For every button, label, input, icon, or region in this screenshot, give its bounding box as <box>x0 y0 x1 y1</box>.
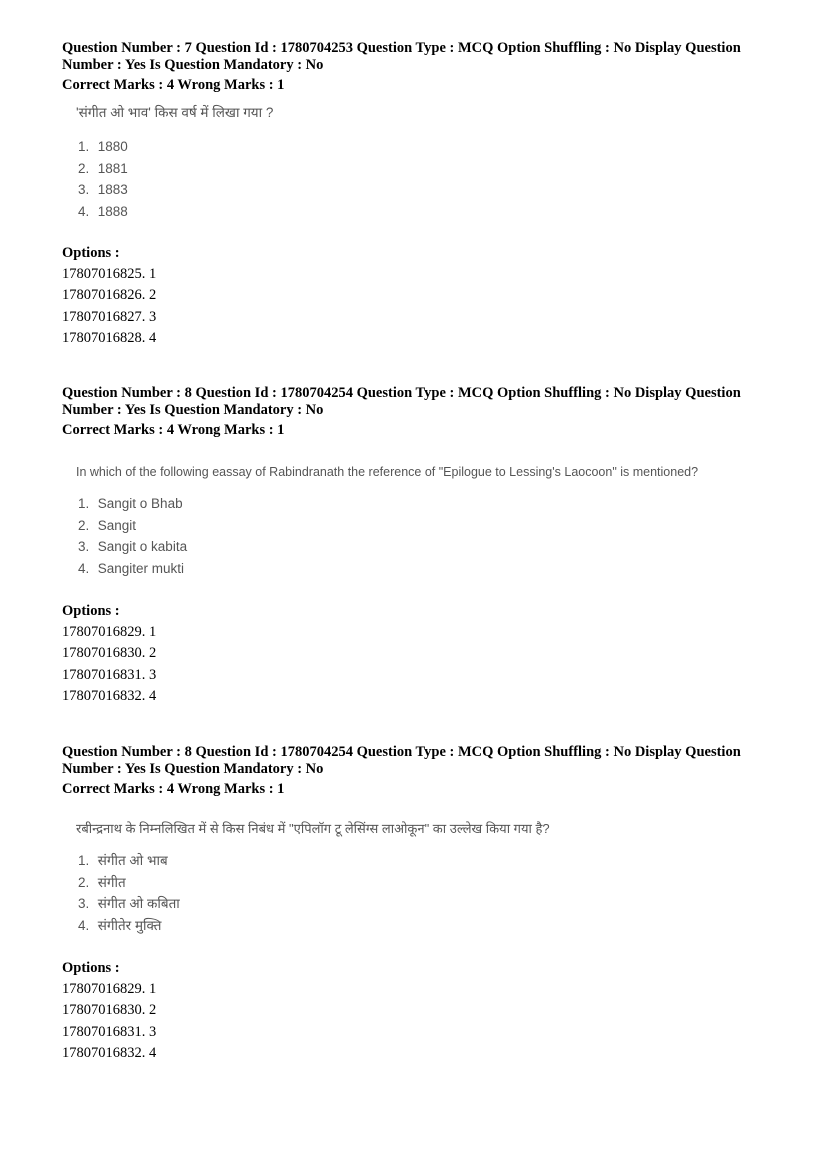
choice-item <box>78 158 802 180</box>
document-page <box>62 40 802 1065</box>
choice-item <box>78 893 802 915</box>
choice-text: 1880 <box>97 139 128 154</box>
choice-text: Sangiter mukti <box>97 560 185 576</box>
option-item: 17807016831. 3 <box>62 666 157 683</box>
choice-item <box>78 536 802 558</box>
question-block <box>62 744 802 1065</box>
options-label: Options : <box>62 245 120 261</box>
choice-text: संगीत <box>97 874 126 890</box>
question-image <box>76 820 802 936</box>
choice-text: Sangit o Bhab <box>97 496 183 511</box>
choice-list <box>76 493 802 579</box>
choice-item <box>78 179 802 201</box>
marks-line: Correct Marks : 4 Wrong Marks : 1 <box>62 422 285 438</box>
options-label: Options : <box>62 603 120 619</box>
option-item: 17807016827. 3 <box>62 308 157 325</box>
question-block <box>62 40 802 385</box>
choice-item <box>78 558 802 580</box>
choice-item <box>78 493 802 515</box>
question-image <box>76 104 802 222</box>
options-label: Options : <box>62 960 120 976</box>
option-item: 17807016832. 4 <box>62 1045 157 1062</box>
choice-text: 1881 <box>97 160 128 176</box>
option-item: 17807016829. 1 <box>62 981 157 997</box>
choice-item <box>78 201 802 223</box>
question-text: 'संगीत ओ भाव' किस वर्ष में लिखा गया ? <box>76 105 274 120</box>
choice-text: Sangit <box>97 517 137 533</box>
options-list <box>62 622 802 708</box>
option-item: 17807016830. 2 <box>62 645 157 662</box>
choice-number: 4. <box>78 917 90 933</box>
choice-item <box>78 915 802 937</box>
question-text: रबीन्द्रनाथ के निम्नलिखित में से किस निबंध में "एपिलॉग टू लेसिंग्स लाओकून" का उल्लेख किया गया है? <box>76 821 550 836</box>
question-block <box>62 385 802 744</box>
choice-number: 4. <box>78 203 90 219</box>
choice-number: 2. <box>78 874 90 890</box>
option-item: 17807016826. 2 <box>62 287 157 304</box>
option-item: 17807016831. 3 <box>62 1023 157 1040</box>
choice-number: 3. <box>78 896 90 911</box>
choice-number: 4. <box>78 560 90 576</box>
choice-item <box>78 515 802 537</box>
choice-number: 2. <box>78 517 90 533</box>
choice-text: संगीतेर मुक्ति <box>97 917 162 933</box>
choice-text: Sangit o kabita <box>97 539 188 554</box>
choice-list <box>76 850 802 936</box>
choice-number: 3. <box>78 182 90 197</box>
options-list <box>62 264 802 350</box>
choice-text: 1888 <box>97 203 128 219</box>
choice-number: 1. <box>78 853 90 868</box>
marks-line: Correct Marks : 4 Wrong Marks : 1 <box>62 77 285 93</box>
choice-text: 1883 <box>97 182 128 197</box>
choice-number: 1. <box>78 496 90 511</box>
question-header: Question Number : 8 Question Id : 1780704254 Question Type : MCQ Option Shuffling : No Display Question Number : Yes Is Question Mandatory : No <box>62 385 741 418</box>
choice-item <box>78 850 802 872</box>
question-image <box>76 463 802 579</box>
question-header: Question Number : 8 Question Id : 1780704254 Question Type : MCQ Option Shuffling : No Display Question Number : Yes Is Question Mandatory : No <box>62 744 741 777</box>
option-item: 17807016825. 1 <box>62 266 157 282</box>
option-item: 17807016829. 1 <box>62 624 157 640</box>
option-item: 17807016830. 2 <box>62 1002 157 1019</box>
choice-list <box>76 136 802 222</box>
choice-text: संगीत ओ कबिता <box>97 896 180 911</box>
choice-number: 1. <box>78 139 90 154</box>
choice-number: 2. <box>78 160 90 176</box>
choice-text: संगीत ओ भाब <box>97 853 168 868</box>
question-header: Question Number : 7 Question Id : 1780704253 Question Type : MCQ Option Shuffling : No Display Question Number : Yes Is Question Mandatory : No <box>62 40 741 73</box>
options-list <box>62 979 802 1065</box>
choice-item <box>78 872 802 894</box>
option-item: 17807016832. 4 <box>62 688 157 705</box>
question-text: In which of the following eassay of Rabindranath the reference of "Epilogue to Lessing's Laocoon" is mentioned? <box>76 465 699 479</box>
option-item: 17807016828. 4 <box>62 330 157 347</box>
marks-line: Correct Marks : 4 Wrong Marks : 1 <box>62 781 285 797</box>
choice-item <box>78 136 802 158</box>
choice-number: 3. <box>78 539 90 554</box>
